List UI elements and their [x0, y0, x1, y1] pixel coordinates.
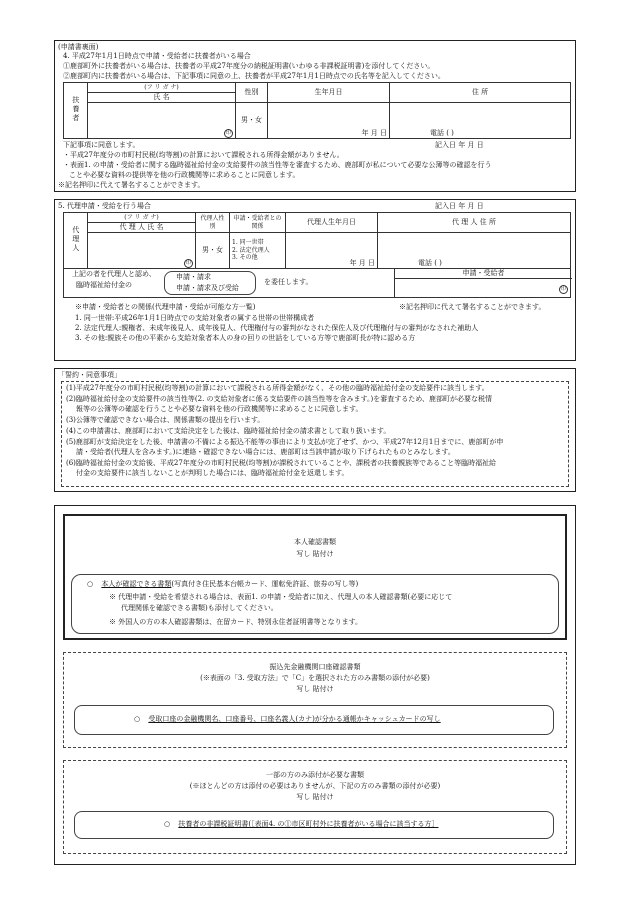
relation-item-2: 2. 法定代理人:親権者、未成年後見人、成年後見人、代理権付与の審判がなされた保佐人及び代理権付与の審判がなされた補助人 — [75, 324, 479, 332]
section4-bullet2: ・表面1. の申請・受給者に関する臨時福祉給付金の支給要件の該当性等を審査するため、鹿部町が私について必要な公簿等の確認を行う — [63, 161, 492, 169]
id-document-main — [87, 580, 358, 589]
section4-title: 4. 平成27年1月1日時点で申請・受給者に扶養者がいる場合 — [63, 52, 251, 60]
relation-note: ※申請・受給者との関係(代理申請・受給が可能な方一覧) — [75, 303, 256, 311]
birthdate-header: 生年月日 — [268, 83, 390, 103]
agent-address-header: 代 理 人 住 所 — [378, 213, 571, 233]
tax-bullet: ○ — [164, 820, 171, 828]
section4-box — [54, 40, 576, 192]
agent-birth-field[interactable]: 年 月 日 — [286, 233, 378, 269]
tax-document-title: 一部の方のみ添付が必要な書類 — [266, 771, 364, 779]
agent-gender-header: 代理人性別 — [196, 213, 230, 233]
pledge-line-2b: 報等の公簿等の確認を行うことや必要な資料を他の行政機関等に求めることに同意します。 — [76, 405, 363, 413]
section4-bullet1: ・平成27年度分の市町村民税(均等割)の計算において課税される所得金額がありません。 — [63, 151, 344, 159]
address-header: 住 所 — [390, 83, 571, 103]
applicant-label: 申請・受給者 — [395, 269, 572, 279]
section4-footnote: ※記名押印に代えて署名することができます。 — [58, 181, 205, 189]
dependent-table — [63, 82, 571, 139]
relation-option-2[interactable]: 2. 法定代理人 — [232, 246, 270, 254]
section4-entry-date: 記入日 年 月 日 — [435, 141, 484, 149]
bank-document-subtitle: 写し 貼付け — [296, 685, 334, 693]
bank-document-main — [134, 715, 441, 724]
tax-document-note: (※ほとんどの方は添付の必要はありませんが、下記の方のみ書類の添付が必要) — [189, 782, 441, 790]
id-document-main-text: 本人が確認できる書類 — [101, 580, 172, 588]
delegate-option-2[interactable]: 申請・請求及び受給 — [176, 284, 239, 292]
bank-bullet: ○ — [134, 715, 141, 723]
relation-option-3[interactable]: 3. その他 — [232, 254, 258, 262]
id-document-subtitle: 写し 貼付け — [296, 550, 334, 558]
section4-note1: ①鹿部町外に扶養者がいる場合は、扶養者の平成27年度分の納税証明書(いわゆる非課税証明書)を添付してください。 — [63, 62, 435, 70]
pledge-line-4: (4)この申請書は、鹿部町において支給決定をした後は、臨時福祉給付金の請求書として取り扱います。 — [66, 427, 391, 435]
id-document-note1: ※ 代理申請・受給を希望される場合は、表面1. の申請・受給者に加え、代理人の本人確認書類(必要に応じて — [109, 593, 453, 601]
id-document-note2: ※ 外国人の方の本人確認書類は、在留カード、特別永住者証明書等となります。 — [109, 618, 363, 626]
delegate-option-1[interactable]: 申請・請求 — [176, 273, 211, 281]
delegation-area — [63, 268, 571, 298]
dependent-name-field[interactable] — [88, 103, 236, 139]
agent-furigana-header: (フ リ ガ ナ) — [88, 213, 196, 223]
pledge-line-3: (3)公簿等で確認できない場合は、関係書類の提出を行います。 — [66, 416, 265, 424]
pledge-line-6b: 付金の支給要件に該当しないことが判明した場合には、臨時福祉給付金を返還します。 — [76, 469, 349, 477]
name-header: 氏 名 — [88, 93, 236, 103]
attachments-box — [54, 505, 576, 865]
pledge-line-5b: 請・受給者(代理人を含みます。)に連絡・確認できない場合には、鹿部町は当該申請が取り下げられたものとみなします。 — [76, 448, 455, 456]
pledge-line-1: (1)平成27年度分の市町村民税(均等割)の計算において課税される所得金額がなく、その他の臨時福祉給付金の支給要件に該当します。 — [66, 384, 489, 392]
agent-gender-field[interactable]: 男・女 — [196, 233, 230, 269]
id-document-box — [63, 514, 567, 640]
id-document-title: 本人確認書類 — [294, 538, 336, 546]
tax-document-box — [63, 760, 567, 854]
tax-document-main — [164, 820, 438, 829]
dependent-gender-field[interactable]: 男・女 — [236, 103, 268, 139]
applicant-cell — [394, 268, 572, 298]
furigana-header: (フ リ ガ ナ) — [88, 83, 236, 93]
relation-option-1[interactable]: 1. 同一世帯 — [232, 239, 264, 247]
seal-mark: 印 — [225, 130, 231, 136]
section5-title: 5. 代理申請・受給を行う場合 — [58, 202, 151, 210]
tax-document-main-text: 扶養者の非課税証明書(［表面4. の①市区町村外に扶養者がいる場合に該当する方］ — [178, 820, 439, 828]
section4-bullet2b: ことや必要な資料の提供等を他の行政機関等に求めることに同意します。 — [69, 171, 300, 179]
dependent-birthdate-field[interactable]: 年 月 日 — [268, 103, 390, 139]
section5-box — [54, 199, 576, 361]
agent-table — [63, 212, 571, 269]
pledge-inner — [61, 381, 569, 487]
delegate-text1: 上記の者を代理人と認め、 — [72, 270, 156, 278]
bank-document-box — [63, 652, 567, 748]
gender-header: 性別 — [236, 83, 268, 103]
pledge-line-2: (2)臨時福祉給付金の支給要件の該当性等(2. の支給対象者に係る支給要件の該当性等を含みます。)を審査するため、鹿部町が必要な税情 — [66, 395, 492, 403]
delegate-text2: 臨時福祉給付金の — [76, 281, 132, 289]
pledge-box — [54, 368, 576, 492]
agree-text: 下記事項に同意します。 — [63, 141, 140, 149]
id-bullet: ○ — [87, 580, 94, 588]
id-document-note1b: 代理関係を確認できる書類)も添付してください。 — [121, 604, 278, 612]
dependent-address-field[interactable]: 電話 ( ) — [390, 103, 571, 139]
pledge-title: 「誓約・同意事項」 — [58, 371, 121, 379]
delegate-text3: を委任します。 — [264, 278, 313, 286]
agent-birth-header: 代理人生年月日 — [286, 213, 378, 233]
pledge-line-6: (6)臨時福祉給付金の支給後、平成27年度分の市町村民税(均等割)が課税されていることや、課税者の扶養親族等であること等臨時福祉給 — [66, 459, 497, 467]
section5-entry-date: 記入日 年 月 日 — [435, 202, 484, 210]
tax-document-subtitle: 写し 貼付け — [296, 793, 334, 801]
applicant-seal-mark: 印 — [560, 286, 566, 292]
relation-item-1: 1. 同一世帯:平成26年1月1日時点での支給対象者の属する世帯の世帯構成者 — [75, 314, 315, 322]
bank-document-note: (※表面の「3. 受取方法」で「C」を選択された方のみ書類の添付が必要) — [200, 674, 430, 682]
agent-row-label: 代理人 — [64, 213, 88, 269]
agent-seal-mark: 印 — [185, 260, 191, 266]
agent-name-field[interactable] — [88, 233, 196, 269]
id-document-main-tail: (写真付き住民基本台帳カード、運転免許証、旅券の写し等) — [171, 580, 359, 588]
relation-field[interactable] — [230, 233, 286, 269]
back-header: (申請書裏面) — [58, 43, 99, 51]
bank-document-main-text: 受取口座の金融機関名、口座番号、口座名義人(カナ)が分かる通帳かキャッシュカードの写し — [148, 715, 441, 723]
pledge-line-5: (5)鹿部町が支給決定をした後、申請書の不備による振込不能等の事由により支払が完了せず、かつ、平成27年12月1日までに、鹿部町が申 — [66, 438, 504, 446]
agent-name-header: 代 理 人 氏 名 — [88, 223, 196, 233]
bank-document-title: 振込先金融機関口座確認書類 — [269, 663, 361, 671]
relation-header: 申請・受給者との関係 — [230, 213, 286, 233]
dependent-row-label: 扶養者 — [64, 83, 88, 139]
agent-address-field[interactable]: 電話 ( ) — [378, 233, 571, 269]
relation-item-3: 3. その他:親族その他の平素から支給対象者本人の身の回りの世話をしている方等で鹿部町長が特に認める方 — [75, 334, 416, 342]
section5-sign-note: ※記名押印に代えて署名することができます。 — [399, 303, 546, 311]
section4-note2: ②鹿部町内に扶養者がいる場合は、下記事項に同意の上、扶養者が平成27年1月1日時点での氏名等を記入してください。 — [63, 72, 445, 80]
